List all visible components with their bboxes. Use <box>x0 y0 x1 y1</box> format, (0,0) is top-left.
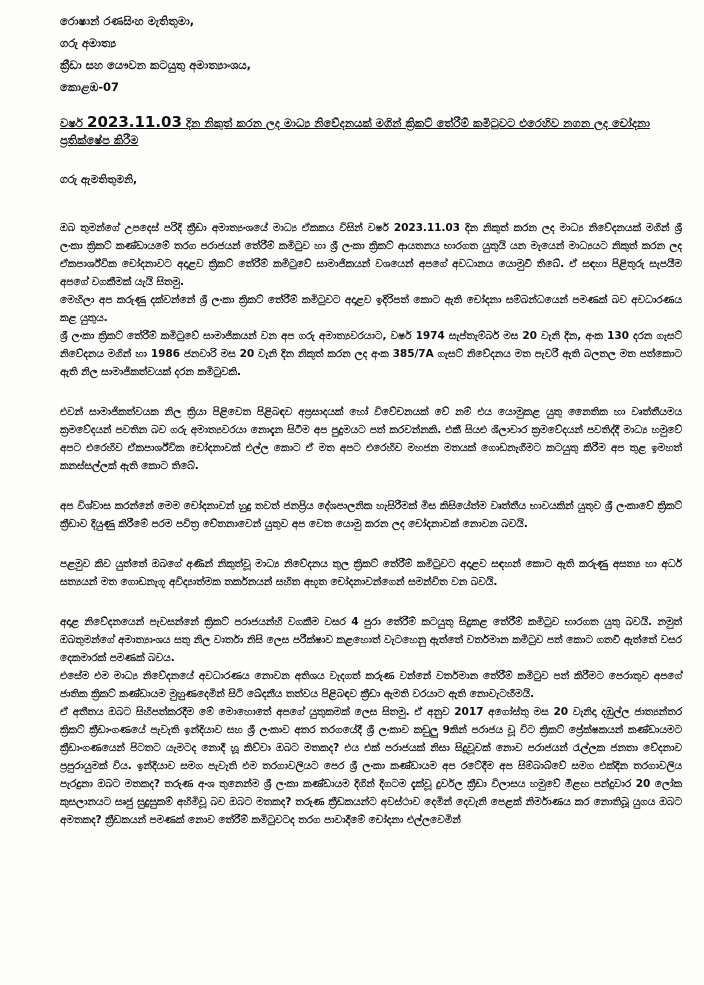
body-paragraph-6: පළමුව කිව යුත්තේ ඔබගේ අණින් නිකුත්වූ මාධ්‍ය නිවේදනය තුල ක්‍රිකට් තේරීම් කමිටුවට අදාළව සඳහන් කොට ඇති කරුණු අසත්‍ය හා අර්ධ සත්‍යයන් මත ගොඩනැගූ අවිද්‍යාත්මක තර්කනයන් සහිත අභූත චෝදනාවන්ගෙන් සමන්විත වන බවයි. <box>60 558 682 588</box>
subject-date: 2023.11.03 <box>87 113 182 131</box>
letter-subject <box>60 114 682 149</box>
body-paragraph-3: ශ්‍රී ලංකා ක්‍රිකට් තේරීම් කමිටුවේ සාමාජිකයන් වන අප ගරු අමාත්‍යවරයාට, වර්ෂ 1974 සැප්තැම්බර් මස 20 වැනි දින, අංක 130 දරන ගැසට් නිවේදනය මගින් හා 1986 ජනවාරි මස 20 වැනි දින නිකුත් කරන ලද අංක 385/7A ගැසට් නිවේදනය මත පැවරී ඇති බලතල මත පත්කොට ඇති නිල සාමාජිකත්වයක් දරන කමිටුවකි. <box>60 330 682 378</box>
recipient-address <box>60 10 682 98</box>
body-paragraph-2: මෙහිලා අප කරුණු දක්වන්නේ ශ්‍රී ලංකා ක්‍රිකට් තේරීම් කමිටුවට අදාළව ඉදිරිපත් කොට ඇති චෝදනා සම්බන්ධයෙන් පමණක් බව අවධාරණය කළ යුතුය. <box>60 294 682 324</box>
subject-prefix: වර්ෂ <box>60 116 88 130</box>
body-paragraph-8: එසේම එම මාධ්‍ය නිවේදනයේ අවධාරණය නොවන අතිශය වැදගත් කරුණ වන්නේ වර්තමාන තේරීම් කමිටුව පත් කිරීමට පෙරාතුව අපගේ ජාතික ක්‍රිකට් කණ්ඩායම මුහුණදෙමින් සිටි ඛේදනීය තත්වය පිළිබඳව ක්‍රීඩා ඇමති වරයාට ඇති නොවැටහීමයි. <box>60 670 682 700</box>
body-paragraph-4: එවන් සාමාජිකත්වයක නිල ක්‍රියා පිළිවෙත පිළිබඳව අප්‍රසාදයක් හෝ විවේචනයක් වේ නම් එය යොමුකළ යුතු නෛතික හා වෘත්තීයමය ක්‍රමවේදයන් පවතින බව ගරු අමාත්‍යවරයා නොදැන සිටීම අප පුදුමයට පත් කරවන්නකි. එකී සියළු ශිලාචාර ක්‍රමවේදයන් පවතිද්දී මාධ්‍ය හමුවේ අපට එරෙහිව ඒකපාර්ශ්වික චෝදනාවක් එල්ල කොට ඒ මත අපට එරෙහිව මහජන මතයක් ගොඩනැගීමට කටයුතු කිරීම අප තුළ ඉමහත් කනස්සල්ලක් ඇති කොට තිබේ. <box>60 406 682 472</box>
body-paragraph-5: අප විශ්වාස කරන්නේ මෙම චෝදනාවන් හුදු තවත් ජනප්‍රිය දේශපාලනික හැසිරීමක් මිස කිසියේත්ම වෘත්තීය භාවයකින් යුතුව ශ්‍රී ලංකාවේ ක්‍රිකට් ක්‍රීඩාව දියුණු කිරීමේ පරම පවිත්‍ර චේතනාවෙන් යුතුව අප වෙත යොමු කරන ලද චෝදනාවක් නොවන බවයි. <box>60 500 682 530</box>
body-paragraph-7: අදාළ නිවේදනයෙන් පැවසන්නේ ක්‍රිකට් පරාජයන්හි වගකීම වසර 4 පුරා තේරීම් කටයුතු සිදුකළ තේරීම් කමිටුව භාරගත යුතු බවයි. නමුත් ඔබතුමන්ගේ අමාත්‍යාංශය සතු නිල වාර්තා නිසි ලෙස පරීක්ෂාව කළහොත් වැටහෙනු ඇත්තේ වර්තමාන කමිටුව පත් කොට ගතවී ඇත්තේ වසර දෙකමාරක් පමණක් බවය. <box>60 616 682 664</box>
address-line-1: රොෂාන් රණසිංහ මැතිතුමා, <box>60 14 195 28</box>
body-paragraph-1: ඔබ තුමන්ගේ උපදෙස් පරිදි ක්‍රීඩා අමාත්‍යංශයේ මාධ්‍ය ඒකකය විසින් වර්ෂ 2023.11.03 දින නිකුත් කරන ලද මාධ්‍ය නිවේදනයක් මගින් ශ්‍රී ලංකා ක්‍රිකට් කණ්ඩායමේ තරග පරාජයන් තේරීම් කමිටුව හා ශ්‍රී ලංකා ක්‍රිකට් ආයතනය භාරගත යුතුයි යන මැයෙන් මාධ්‍යයට නිකුත් කරන ලද ඒකපාර්ශ්වික චෝදනාවට අදාළව ක්‍රිකට් තේරීම් කමිටුවේ සාමාජිකයන් වශයෙන් අපගේ අවධානය යොමුවී තිබේ. ඒ සඳහා පිළිතුරු සැපයීම අපගේ වගකීමක් යැයි සිතමු. <box>60 222 682 288</box>
address-line-3: ක්‍රීඩා සහ යෞවන කටයුතු අමාත්‍යාංශය, <box>60 58 251 72</box>
subject-text: දින නිකුත් කරන ලද මාධ්‍ය නිවේදනයක් මගින් ක්‍රිකට් තේරීම් කමිටුවට එරෙහිව නගන ලද චෝදනා ප්‍රතික්ෂේප කිරීම <box>60 116 651 147</box>
address-line-2: ගරු අමාත්‍ය <box>60 36 117 50</box>
address-line-4: කොළඹ-07 <box>60 80 120 94</box>
body-paragraph-9: ඒ අතීතය ඔබට සිහිපත්කරදීම මේ මොහොතේ අපගේ යුතුකමක් ලෙස සිතමු. ඒ අනුව 2017 අගෝස්තු මස 20 වැනිදා දඹුල්ල ජාත්‍යන්තර ක්‍රිකට් ක්‍රීඩාංගණයේ පැවැති ඉන්දියාව සහ ශ්‍රී ලංකාව අතර තරගයේදී ශ්‍රී ලංකාව කඩුලු 9කින් පරාජය වූ විට ක්‍රිකට් ප්‍රේක්ෂකයන් කණ්ඩායමට ක්‍රීඩාංගණයෙන් පිටතට යැමටද නොදී හූ කිව්වා ඔබට මතකද? එය එක් පරාජයක් නිසා සිදුවූවක් නොව පරාජයන් රැල්ලක ජනතා වේදනාව ප්‍රපුරායුමක් විය. ඉන්දියාව සමග පැවැති එම තරගාවලියට පෙර ශ්‍රී ලංකා කණ්ඩායම අප රටේදීම අප සිම්බාබ්වේ සමග එක්දින තරගාවලිය පැරදුනා ඔබට මතකද? තරුණ අංශ තුනෙන්ම ශ්‍රී ලංකා කණ්ඩායම දිගින් දිගටම දැක්වූ දුර්වල ක්‍රීඩා විලාසය හමුවේ මීළඟ පන්දුවාර 20 ලෝක කුසලානයට සෘජු සුදුසුකම් අහිමිවූ බව ඔබට මතකද? තරුණ ක්‍රීඩකයන්ට අවස්ථාව දෙමින් දෙවැනි පෙළක් නිර්මාණය කර නොතිබූ යුගය ඔබට අමතකද? ක්‍රීඩකයන් පමණක් නොව තේරීම් කමිටුවටද තරග පාවාදීමේ චෝදනා එල්ලවෙමින් <box>60 706 682 826</box>
salutation: ගරු ඇමතිතුමනි, <box>60 173 138 186</box>
